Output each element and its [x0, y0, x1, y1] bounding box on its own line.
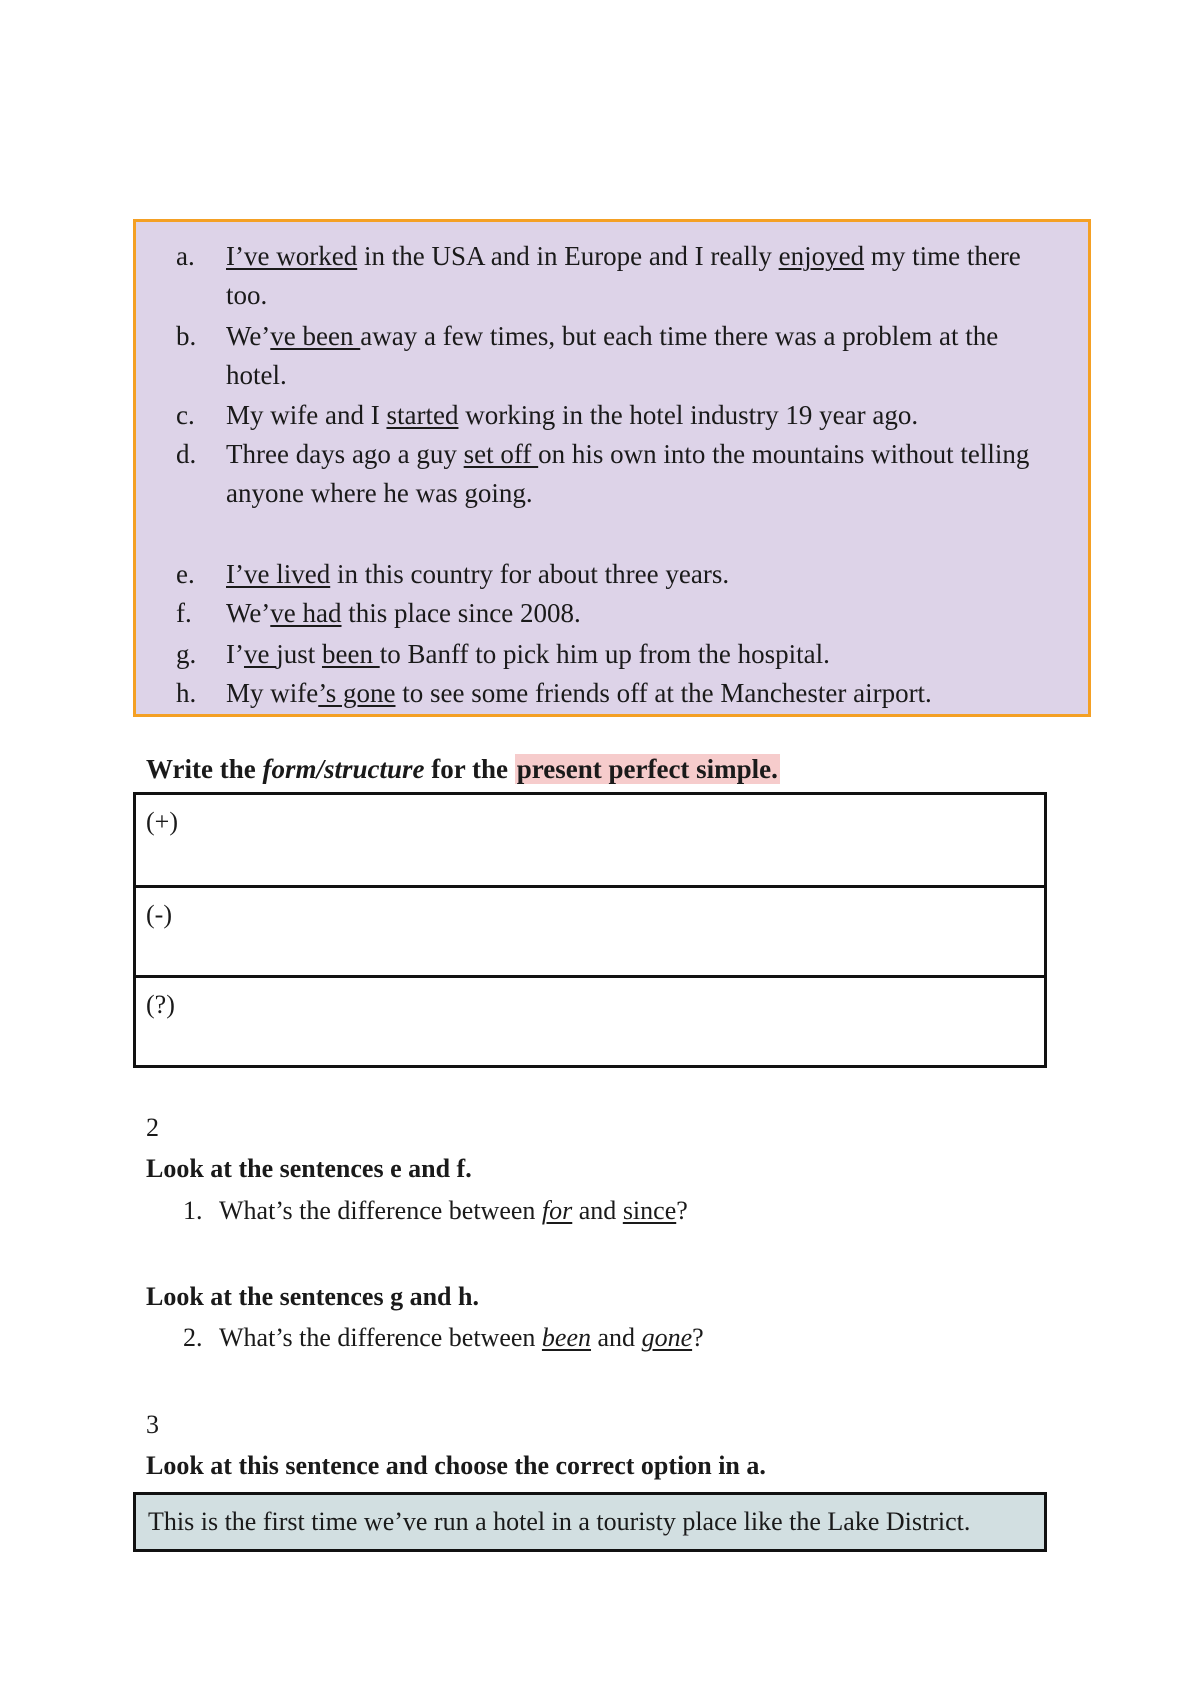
form-heading-highlight: present perfect simple.: [516, 754, 778, 784]
example-sentence-box: [133, 1492, 1047, 1552]
question-2-word-2: gone: [641, 1323, 693, 1352]
sentence-item: [176, 396, 1054, 435]
affirmative-row[interactable]: [136, 795, 1044, 885]
question-2-text: What’s the difference between: [219, 1323, 542, 1352]
sentence-text: [184, 594, 1054, 633]
question-1-mid: and: [572, 1196, 623, 1225]
sentence-letter: a.: [176, 241, 195, 271]
sentence-text: [184, 396, 1054, 435]
sentence-letter: h.: [176, 678, 197, 708]
negative-label: (-): [146, 900, 172, 929]
sentence-fragment: We’: [226, 321, 271, 351]
sentence-item: [176, 674, 1054, 713]
question-2-number: 2.: [183, 1323, 203, 1352]
sentence-text: [184, 555, 1054, 594]
question-1-word-2: since: [622, 1196, 677, 1225]
form-heading: [146, 752, 780, 786]
underlined-verb: ve had: [270, 598, 342, 628]
sentence-item: [176, 237, 1054, 315]
question-1-number: 1.: [183, 1196, 203, 1225]
sentence-letter: e.: [176, 559, 195, 589]
underlined-verb: enjoyed: [778, 241, 865, 271]
negative-row[interactable]: [136, 885, 1044, 975]
form-heading-mid: for the: [424, 754, 515, 784]
question-2-word-1: been: [541, 1323, 592, 1352]
sentence-text: [184, 435, 1054, 513]
underlined-verb: ve been: [270, 321, 361, 351]
sentence-fragment: my time there too.: [226, 241, 1021, 310]
section-2-number: 2: [146, 1113, 159, 1142]
question-label: (?): [146, 990, 175, 1019]
section-2-heading-1: Look at the sentences e and f.: [146, 1154, 472, 1183]
sentence-item: [176, 555, 1054, 594]
sentence-item: [176, 435, 1054, 513]
sentence-fragment: just: [276, 639, 322, 669]
form-structure-table: [133, 792, 1047, 1068]
question-1-text: What’s the difference between: [219, 1196, 542, 1225]
sentence-letter: f.: [176, 598, 192, 628]
sentence-letter: c.: [176, 400, 195, 430]
sentence-fragment: I’: [226, 639, 244, 669]
sentence-fragment: away a few times, but each time there was a problem at the hotel.: [226, 321, 999, 390]
form-heading-italic: form/structure: [262, 754, 425, 784]
sentence-fragment: in this country for about three years.: [330, 559, 730, 589]
underlined-verb: ve: [243, 639, 277, 669]
sentence-fragment: My wife and I: [226, 400, 387, 430]
sentence-fragment: on his own into the mountains without telling anyone where he was going.: [226, 439, 1030, 508]
sentence-item: [176, 635, 1054, 674]
sentence-fragment: to Banff to pick him up from the hospital.: [379, 639, 830, 669]
underlined-verb: ’s gone: [318, 678, 396, 708]
question-2-post: ?: [692, 1323, 704, 1352]
sentence-fragment: this place since 2008.: [341, 598, 581, 628]
sentence-fragment: working in the hotel industry 19 year ago.: [458, 400, 919, 430]
underlined-verb: started: [386, 400, 459, 430]
underlined-verb: been: [321, 639, 380, 669]
question-2: [183, 1323, 704, 1353]
question-2-mid: and: [591, 1323, 642, 1352]
question-1-word-1: for: [541, 1196, 573, 1225]
section-2-heading-2: Look at the sentences g and h.: [146, 1282, 479, 1311]
sentence-fragment: Three days ago a guy: [226, 439, 464, 469]
form-heading-prefix: Write the: [146, 754, 263, 784]
underlined-verb: I’ve lived: [226, 559, 331, 589]
section-3-number: 3: [146, 1410, 159, 1439]
question-1: [183, 1196, 688, 1226]
question-row[interactable]: [136, 975, 1044, 1065]
sentence-text: [184, 674, 1054, 713]
sentence-item: [176, 317, 1054, 395]
sentence-text: [184, 237, 1054, 315]
sentence-letter: d.: [176, 439, 197, 469]
underlined-verb: set off: [463, 439, 539, 469]
underlined-verb: I’ve worked: [226, 241, 358, 271]
sentence-fragment: We’: [226, 598, 271, 628]
sentence-fragment: to see some friends off at the Manchester airport.: [395, 678, 932, 708]
affirmative-label: (+): [146, 807, 178, 836]
section-3-heading: Look at this sentence and choose the correct option in a.: [146, 1451, 766, 1480]
question-1-post: ?: [676, 1196, 688, 1225]
example-sentence: This is the first time we’ve run a hotel in a touristy place like the Lake District.: [148, 1507, 971, 1536]
sentence-text: [184, 635, 1054, 674]
sentence-text: [184, 317, 1054, 395]
sentence-fragment: My wife: [226, 678, 319, 708]
example-sentences-box: [133, 219, 1091, 717]
sentence-fragment: in the USA and in Europe and I really: [357, 241, 779, 271]
sentence-letter: b.: [176, 321, 197, 351]
sentence-item: [176, 594, 1054, 633]
sentence-letter: g.: [176, 639, 197, 669]
